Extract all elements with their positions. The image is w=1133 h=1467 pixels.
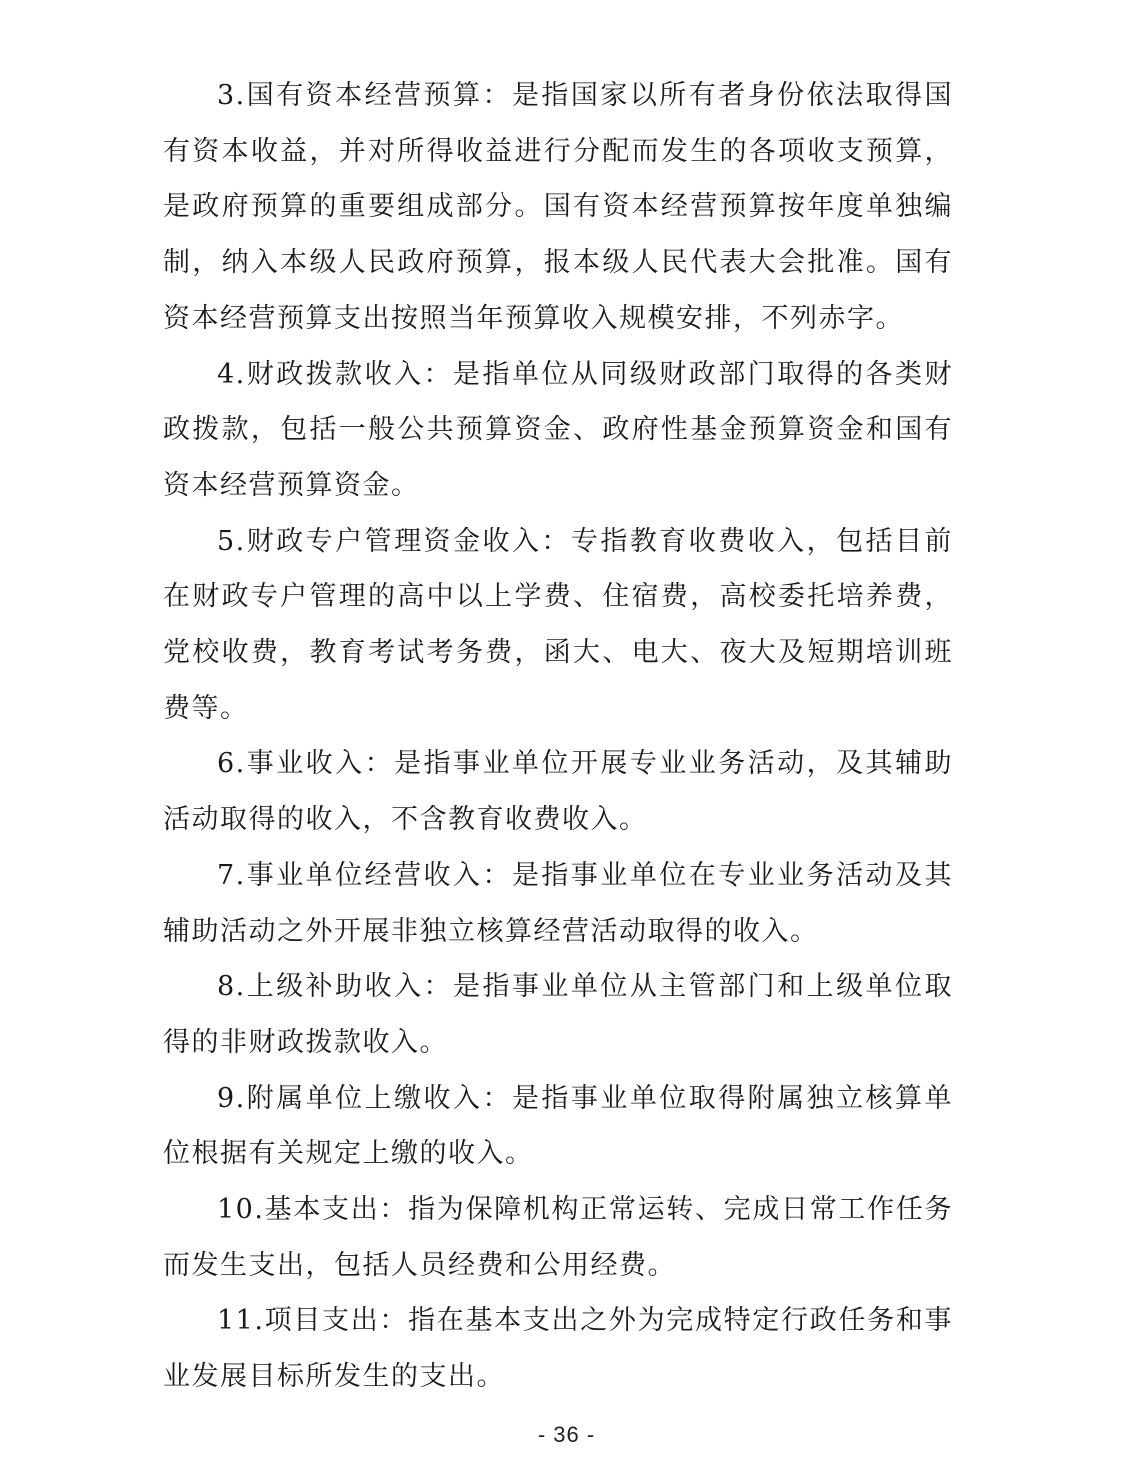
- page-number: - 36 -: [537, 1422, 596, 1447]
- paragraph-11-project-expenditure: 11.项目支出：指在基本支出之外为完成特定行政任务和事业发展目标所发生的支出。: [163, 1305, 953, 1393]
- document-body: [163, 68, 953, 1405]
- paragraph-4-fiscal-appropriation-income: 4.财政拨款收入：是指单位从同级财政部门取得的各类财政拨款，包括一般公共预算资金、政府性基金预算资金和国有资本经营预算资金。: [163, 358, 953, 501]
- paragraph-7-operating-income: 7.事业单位经营收入：是指事业单位在专业业务活动及其辅助活动之外开展非独立核算经营活动取得的收入。: [163, 859, 953, 947]
- paragraph-3-state-capital-budget: 3.国有资本经营预算：是指国家以所有者身份依法取得国有资本收益，并对所得收益进行分配而发生的各项收支预算，是政府预算的重要组成部分。国有资本经营预算按年度单独编制，纳入本级人民政府预算，报本级人民代表大会批准。国有资本经营预算支出按照当年预算收入规模安排，不列赤字。: [163, 80, 953, 334]
- paragraph-6-business-income: 6.事业收入：是指事业单位开展专业业务活动，及其辅助活动取得的收入，不含教育收费收入。: [163, 748, 953, 836]
- paragraph-10-basic-expenditure: 10.基本支出：指为保障机构正常运转、完成日常工作任务而发生支出，包括人员经费和公用经费。: [163, 1194, 953, 1281]
- paragraph-9-affiliated-unit-income: 9.附属单位上缴收入：是指事业单位取得附属独立核算单位根据有关规定上缴的收入。: [163, 1082, 953, 1170]
- paragraph-8-superior-subsidy-income: 8.上级补助收入：是指事业单位从主管部门和上级单位取得的非财政拨款收入。: [163, 971, 953, 1058]
- paragraph-5-special-account-income: 5.财政专户管理资金收入：专指教育收费收入，包括目前在财政专户管理的高中以上学费、住宿费，高校委托培养费，党校收费，教育考试考务费，函大、电大、夜大及短期培训班费等。: [163, 525, 953, 724]
